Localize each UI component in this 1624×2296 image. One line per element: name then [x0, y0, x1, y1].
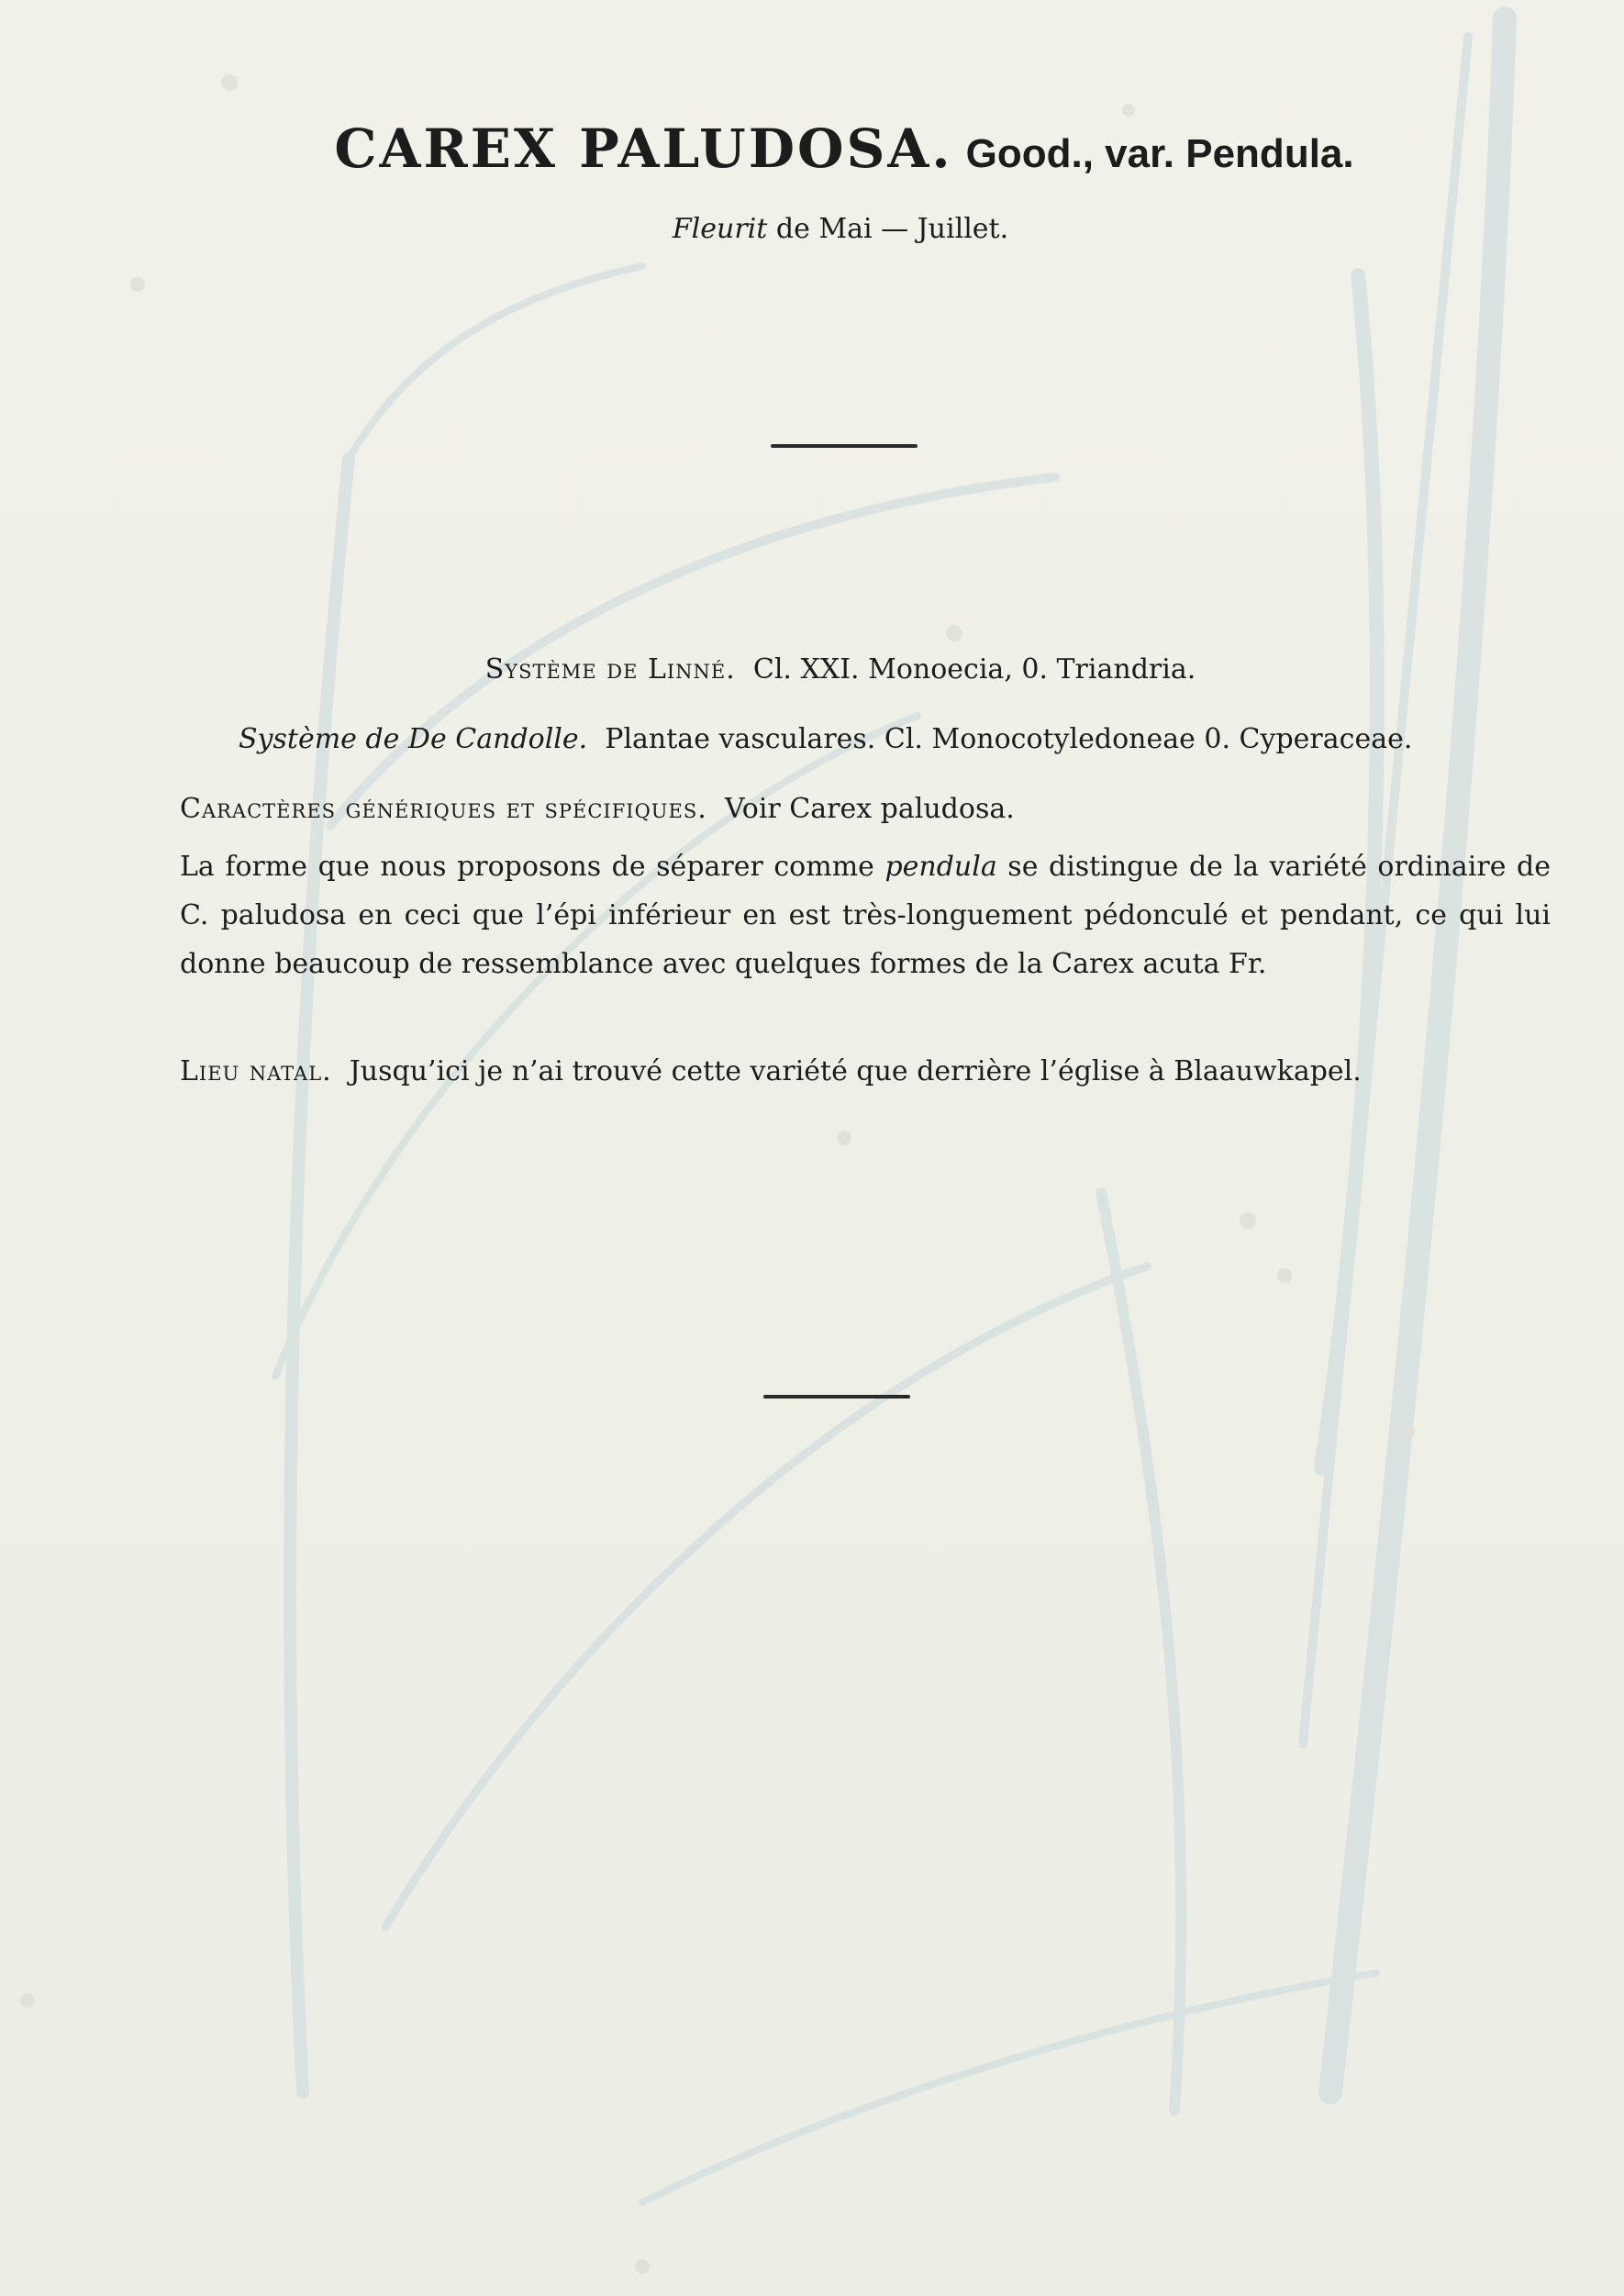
- candolle-text: Plantae vasculares. Cl. Monocotyledoneae 0. Cyperaceae.: [605, 723, 1413, 755]
- bottom-ornamental-rule: [763, 1395, 910, 1399]
- linne-classification: [0, 653, 1624, 685]
- species-authority: Good., var. Pendula.: [965, 131, 1354, 176]
- characters-label: Caractères génériques et spécifiques.: [180, 793, 707, 825]
- flowering-months: de Mai — Juillet.: [775, 213, 1009, 245]
- description-paragraph: [180, 842, 1551, 988]
- characters-section: [180, 793, 1015, 825]
- habitat-label: Lieu natal.: [180, 1055, 332, 1087]
- page-title: [0, 117, 1624, 180]
- description-emphasis: pendula: [884, 851, 997, 883]
- linne-label: Système de Linné.: [484, 653, 736, 685]
- top-ornamental-rule: [771, 444, 918, 448]
- candolle-label: Système de De Candolle.: [239, 723, 588, 755]
- habitat-section: [180, 1055, 1362, 1087]
- linne-text: Cl. XXI. Monoecia, 0. Triandria.: [752, 653, 1196, 685]
- description-after: se distingue de la variété ordinaire de C. paludosa en ceci que l’épi inférieur en est très-longuement pédonculé et pendant, ce qui lui donne beaucoup de ressemblance avec quelques formes de la Carex acuta Fr.: [180, 851, 1551, 980]
- species-name: CAREX PALUDOSA.: [334, 117, 953, 180]
- description-before: La forme que nous proposons de séparer comme: [180, 851, 874, 883]
- flowering-period: [0, 213, 1624, 245]
- flowering-label: Fleurit: [672, 213, 768, 245]
- habitat-text: Jusqu’ici je n’ai trouvé cette variété que derrière l’église à Blaauwkapel.: [349, 1055, 1362, 1087]
- characters-text: Voir Carex paludosa.: [724, 793, 1015, 825]
- candolle-classification: [239, 723, 1412, 755]
